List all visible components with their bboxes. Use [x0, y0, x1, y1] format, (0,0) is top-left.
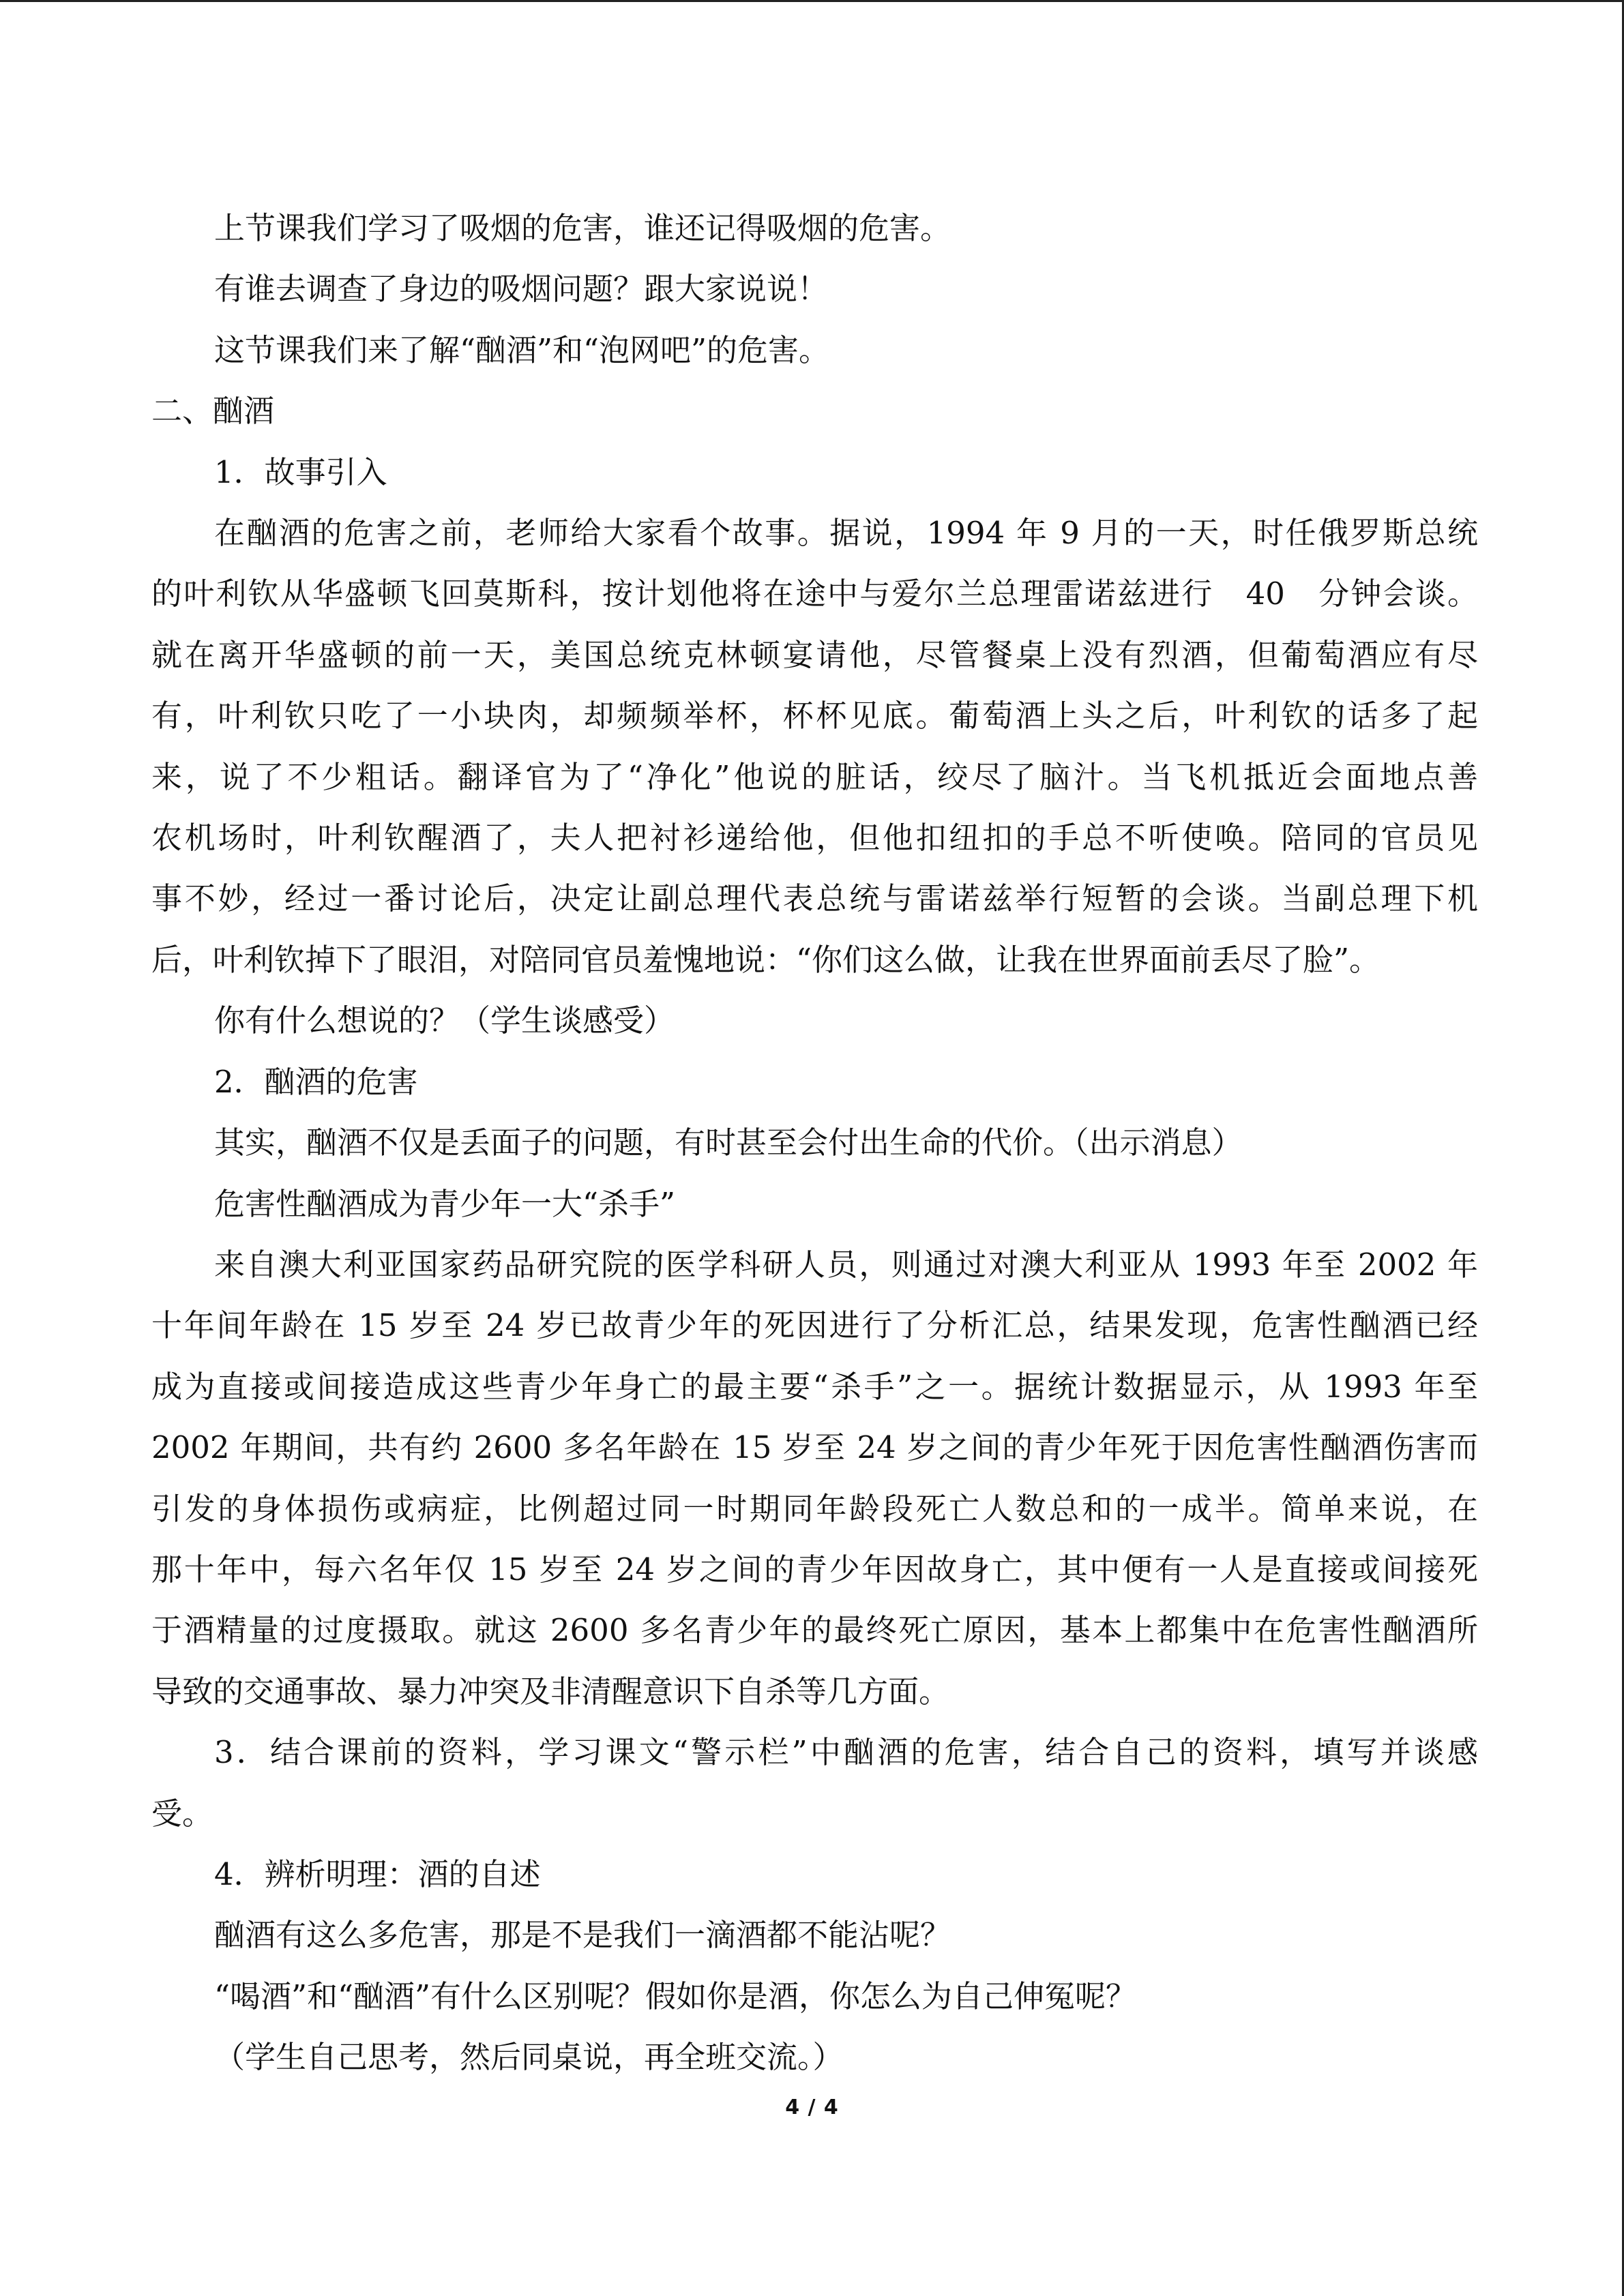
- paragraph-line: 农机场时，叶利钦醒酒了，夫人把衬衫递给他，但他扣纽扣的手总不听使唤。陪同的官员见: [151, 820, 1478, 856]
- paragraph-line: 导致的交通事故、暴力冲突及非清醒意识下自杀等几方面。: [151, 1673, 950, 1710]
- paragraph-line: 成为直接或间接造成这些青少年身亡的最主要“杀手”之一。据统计数据显示，从 1993 年至: [151, 1368, 1478, 1405]
- paragraph-line: 十年间年龄在 15 岁至 24 岁已故青少年的死因进行了分析汇总，结果发现，危害性酗酒已经: [151, 1307, 1478, 1344]
- paragraph-line: 事不妙，经过一番讨论后，决定让副总理代表总统与雷诺兹举行短暂的会谈。当副总理下机: [151, 880, 1478, 917]
- paragraph-line: 上节课我们学习了吸烟的危害，谁还记得吸烟的危害。: [214, 210, 951, 246]
- paragraph-line: 酗酒有这么多危害，那是不是我们一滴酒都不能沾呢？: [214, 1917, 951, 1954]
- paragraph-line: 你有什么想说的？（学生谈感受）: [214, 1002, 675, 1039]
- paragraph-line: 的叶利钦从华盛顿飞回莫斯科，按计划他将在途中与爱尔兰总理雷诺兹进行 40 分钟会谈。: [151, 576, 1478, 612]
- paragraph-line: （学生自己思考，然后同桌说，再全班交流。）: [214, 2039, 844, 2076]
- document-body: [151, 198, 1478, 2088]
- subsection-heading: 2．酗酒的危害: [214, 1063, 418, 1100]
- paragraph-line: 那十年中，每六名年仅 15 岁至 24 岁之间的青少年因故身亡，其中便有一人是直接或间接死: [151, 1551, 1478, 1587]
- paragraph-line: “喝酒”和“酗酒”有什么区别呢？假如你是酒，你怎么为自己伸冤呢？: [214, 1978, 1137, 2014]
- paragraph-line: 2002 年期间，共有约 2600 多名年龄在 15 岁至 24 岁之间的青少年死于因危害性酗酒伤害而: [151, 1429, 1478, 1466]
- paragraph-line: 这节课我们来了解“酗酒”和“泡网吧”的危害。: [214, 331, 830, 368]
- section-heading: 二、酗酒: [151, 393, 275, 430]
- paragraph-line: 受。: [151, 1795, 213, 1832]
- paragraph-line: 于酒精量的过度摄取。就这 2600 多名青少年的最终死亡原因，基本上都集中在危害性酗酒所: [151, 1612, 1478, 1649]
- paragraph-line: 在酗酒的危害之前，老师给大家看个故事。据说，1994 年 9 月的一天，时任俄罗斯总统: [214, 515, 1478, 552]
- paragraph-line: 引发的身体损伤或病症，比例超过同一时期同年龄段死亡人数总和的一成半。简单来说，在: [151, 1490, 1478, 1527]
- paragraph-line: 就在离开华盛顿的前一天，美国总统克林顿宴请他，尽管餐桌上没有烈酒，但葡萄酒应有尽: [151, 636, 1478, 673]
- subsection-heading: 4．辨析明理：酒的自述: [214, 1855, 541, 1892]
- paragraph-line: 其实，酗酒不仅是丢面子的问题，有时甚至会付出生命的代价。（出示消息）: [214, 1124, 1243, 1161]
- page-number: 4 / 4: [785, 2096, 839, 2119]
- subsection-heading: 3．结合课前的资料，学习课文“警示栏”中酗酒的危害，结合自己的资料，填写并谈感: [214, 1734, 1478, 1771]
- paragraph-line: 来，说了不少粗话。翻译官为了“净化”他说的脏话，绞尽了脑汁。当飞机抵近会面地点善: [151, 758, 1478, 795]
- paragraph-line: 有，叶利钦只吃了一小块肉，却频频举杯，杯杯见底。葡萄酒上头之后，叶利钦的话多了起: [151, 698, 1478, 734]
- subsection-heading: 1．故事引入: [214, 453, 387, 490]
- paragraph-line: 后，叶利钦掉下了眼泪，对陪同官员羞愧地说：“你们这么做，让我在世界面前丢尽了脸”。: [151, 941, 1381, 978]
- paragraph-line: 来自澳大利亚国家药品研究院的医学科研人员，则通过对澳大利亚从 1993 年至 2002 年: [214, 1246, 1478, 1283]
- news-headline: 危害性酗酒成为青少年一大“杀手”: [214, 1185, 676, 1222]
- paragraph-line: 有谁去调查了身边的吸烟问题？跟大家说说！: [214, 271, 829, 308]
